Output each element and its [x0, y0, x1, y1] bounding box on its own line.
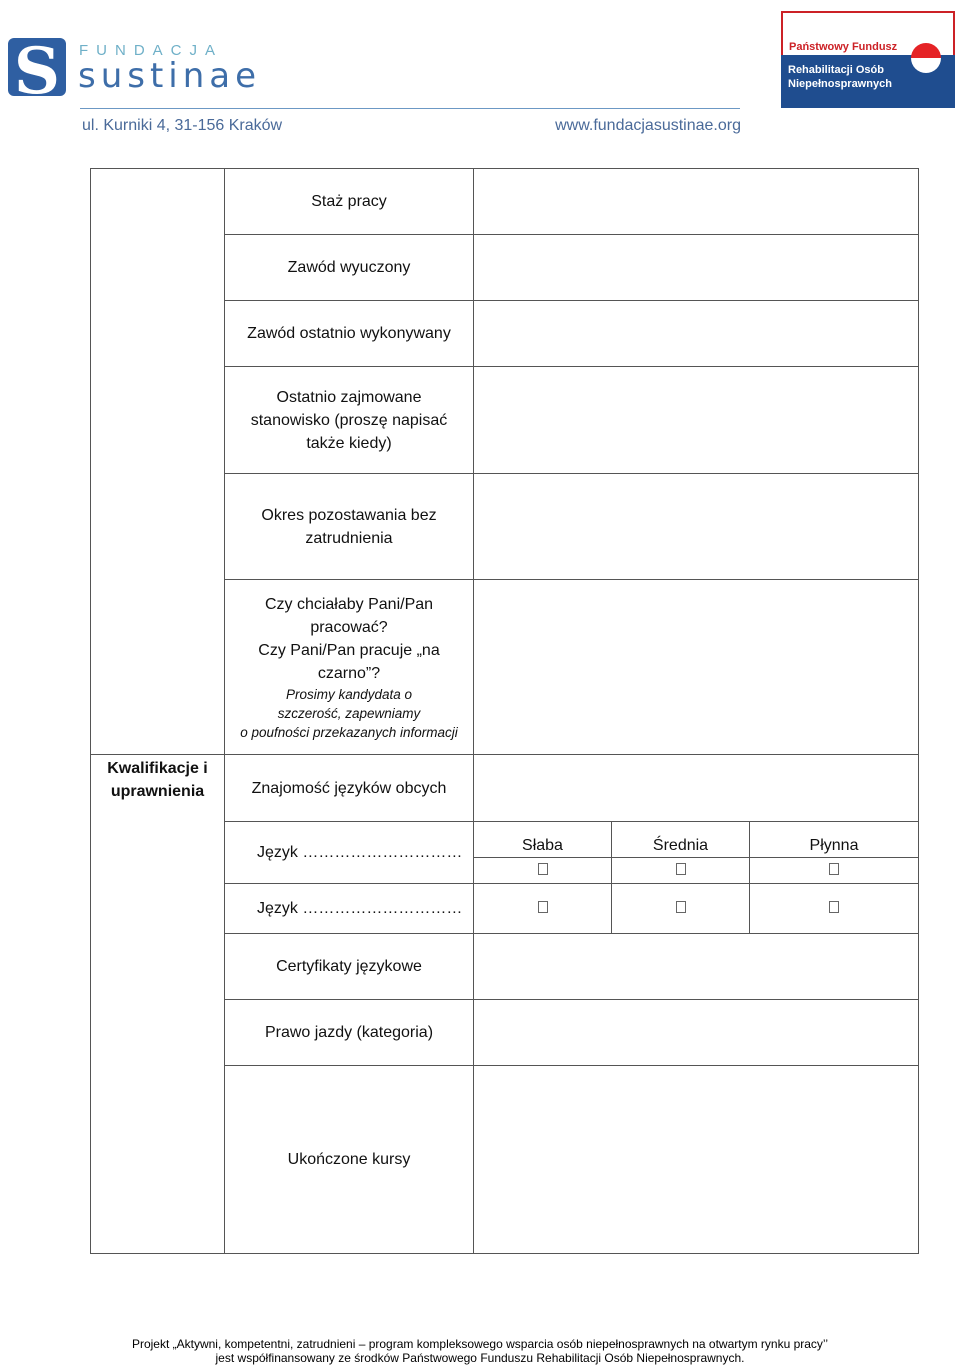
row-languages-title	[91, 755, 919, 822]
pfron-logo-line3: Niepełnosprawnych	[788, 78, 892, 90]
header-divider	[80, 108, 740, 109]
lang2-weak-cell	[474, 884, 612, 934]
logo-letter: S	[13, 34, 61, 109]
header-website: www.fundacjasustinae.org	[555, 117, 741, 134]
row-zawod-wyuczony	[91, 235, 919, 301]
level-header-weak: Słaba	[474, 822, 612, 858]
label-zawod-wyuczony: Zawód wyuczony	[225, 235, 474, 301]
question-work-wish: Czy chciałaby Pani/Pan pracować?	[264, 595, 434, 636]
checkbox-icon[interactable]	[538, 863, 548, 875]
label-driving-license: Prawo jazdy (kategoria)	[225, 1000, 474, 1066]
field-zawod-ostatni[interactable]	[474, 301, 919, 367]
checkbox-icon[interactable]	[829, 863, 839, 875]
footer-line-1: Projekt „Aktywni, kompetentni, zatrudnieni – program kompleksowego wsparcia osób niepełnosprawnych na otwartym rynku pracy’’	[131, 1337, 829, 1351]
checkbox-icon[interactable]	[538, 901, 548, 913]
pfron-logo	[781, 11, 955, 108]
label-zawod-ostatni: Zawód ostatnio wykonywany	[225, 301, 474, 367]
label-courses: Ukończone kursy	[225, 1066, 474, 1254]
left-blank-cell	[91, 367, 225, 474]
pfron-logo-lines	[788, 63, 892, 91]
row-praca	[91, 580, 919, 755]
application-form-table	[90, 168, 919, 1254]
label-languages: Znajomość języków obcych	[225, 755, 474, 822]
checkbox-icon[interactable]	[676, 863, 686, 875]
left-blank-cell	[91, 235, 225, 301]
pfron-logo-line2: Rehabilitacji Osób	[788, 64, 884, 76]
field-languages	[474, 755, 919, 822]
row-zawod-ostatni	[91, 301, 919, 367]
level-header-fluent: Płynna	[750, 822, 919, 858]
note-honesty: Prosimy kandydata o szczerość, zapewniamy	[277, 686, 421, 721]
lang2-fluent-cell	[750, 884, 919, 934]
left-blank-cell	[91, 301, 225, 367]
lang1-weak-cell	[474, 858, 612, 884]
field-stanowisko[interactable]	[474, 367, 919, 474]
label-certificates: Certyfikaty językowe	[225, 934, 474, 1000]
field-okres[interactable]	[474, 474, 919, 580]
footer-line-2: jest współfinansowany ze środków Państwowego Funduszu Rehabilitacji Osób Niepełnosprawnych.	[215, 1351, 745, 1365]
header-address: ul. Kurniki 4, 31-156 Kraków	[82, 117, 283, 134]
brand-subtitle: FUNDACJA	[79, 42, 224, 59]
field-staz[interactable]	[474, 169, 919, 235]
section-qualifications: Kwalifikacje i uprawnienia	[91, 755, 225, 1254]
brand-name: sustinae	[78, 56, 262, 96]
row-staz	[91, 169, 919, 235]
lang1-fluent-cell	[750, 858, 919, 884]
checkbox-icon[interactable]	[829, 901, 839, 913]
left-blank-cell	[91, 580, 225, 755]
label-praca	[225, 580, 474, 755]
question-work-unregistered: Czy Pani/Pan pracuje „na czarno”?	[258, 641, 440, 682]
label-stanowisko: Ostatnio zajmowane stanowisko (proszę napisać także kiedy)	[225, 367, 474, 474]
field-courses[interactable]	[474, 1066, 919, 1254]
left-blank-cell	[91, 474, 225, 580]
lang1-medium-cell	[612, 858, 750, 884]
left-blank-cell	[91, 169, 225, 235]
field-certificates[interactable]	[474, 934, 919, 1000]
checkbox-icon[interactable]	[676, 901, 686, 913]
field-zawod-wyuczony[interactable]	[474, 235, 919, 301]
label-okres: Okres pozostawania bez zatrudnienia	[225, 474, 474, 580]
field-driving-license[interactable]	[474, 1000, 919, 1066]
lang2-medium-cell	[612, 884, 750, 934]
label-language-1[interactable]: Język …………………………	[225, 822, 474, 884]
row-okres	[91, 474, 919, 580]
field-praca[interactable]	[474, 580, 919, 755]
label-staz: Staż pracy	[225, 169, 474, 235]
sustinae-logo-mark	[8, 34, 66, 109]
pfron-logo-line1: Państwowy Fundusz	[789, 41, 898, 53]
label-language-2[interactable]: Język …………………………	[225, 884, 474, 934]
note-confidentiality: o poufności przekazanych informacji	[240, 724, 458, 740]
row-stanowisko	[91, 367, 919, 474]
level-header-medium: Średnia	[612, 822, 750, 858]
